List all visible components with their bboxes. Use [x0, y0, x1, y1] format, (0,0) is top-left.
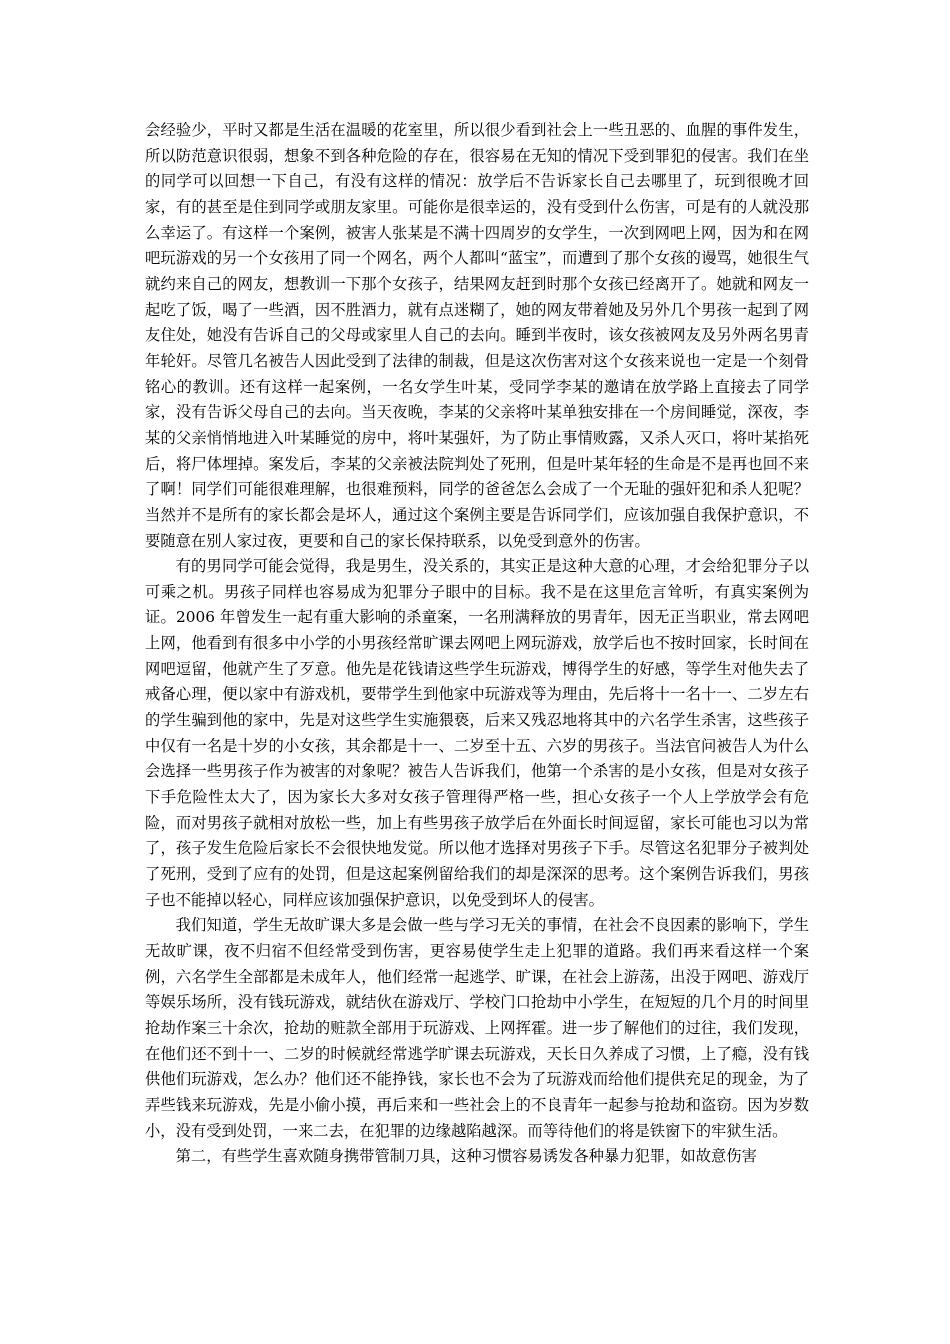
- paragraph-1: 会经验少，平时又都是生活在温暖的花室里，所以很少看到社会上一些丑恶的、血腥的事件发生，所以防范意识很弱，想象不到各种危险的存在，很容易在无知的情况下受到罪犯的侵害。我们在坐的同学可以回想一下自己，有没有这样的情况：放学后不告诉家长自己去哪里了，玩到很晚才回家，有的甚至是住到同学或朋友家里。可能你是很幸运的，没有受到什么伤害，可是有的人就没那么幸运了。有这样一个案例，被害人张某是不满十四周岁的女学生，一次到网吧上网，因为和在网吧玩游戏的另一个女孩用了同一个网名，两个人都叫“蓝宝”，而遭到了那个女孩的谩骂，她很生气就约来自己的网友，想教训一下那个女孩子，结果网友赶到时那个女孩已经离开了。她就和网友一起吃了饭，喝了一些酒，因不胜酒力，就有点迷糊了，她的网友带着她及另外几个男孩一起到了网友住处，她没有告诉自己的父母或家里人自己的去向。睡到半夜时，该女孩被网友及另外两名男青年轮奸。尽管几名被告人因此受到了法律的制裁，但是这次伤害对这个女孩来说也一定是一个刻骨铭心的教训。还有这样一起案例，一名女学生叶某，受同学李某的邀请在放学路上直接去了同学家，没有告诉父母自己的去向。当天夜晚，李某的父亲将叶某单独安排在一个房间睡觉，深夜，李某的父亲悄悄地进入叶某睡觉的房中，将叶某强奸，为了防止事情败露，又杀人灭口，将叶某掐死后，将尸体埋掉。案发后，李某的父亲被法院判处了死刑，但是叶某年轻的生命是不是再也回不来了啊！同学们可能很难理解，也很难预料，同学的爸爸怎么会成了一个无耻的强奸犯和杀人犯呢？当然并不是所有的家长都会是坏人，通过这个案例主要是告诉同学们，应该加强自我保护意识，不要随意在别人家过夜，更要和自己的家长保持联系，以免受到意外的伤害。: [145, 121, 809, 550]
- document-body: [145, 118, 809, 1170]
- paragraph-2: 有的男同学可能会觉得，我是男生，没关系的，其实正是这种大意的心理，才会给犯罪分子以可乘之机。男孩子同样也容易成为犯罪分子眼中的目标。我不是在这里危言耸听，有真实案例为证。2006 年曾发生一起有重大影响的杀童案，一名刑满释放的男青年，因无正当职业，常去网吧上网，他看到有很多中小学的小男孩经常旷课去网吧上网玩游戏，放学后也不按时回家，长时间在网吧逗留，他就产生了歹意。他先是花钱请这些学生玩游戏，博得学生的好感，等学生对他失去了戒备心理，便以家中有游戏机，要带学生到他家中玩游戏等为理由，先后将十一名十一、二岁左右的学生骗到他的家中，先是对这些学生实施猥亵，后来又残忍地将其中的六名学生杀害，这些孩子中仅有一名是十岁的小女孩，其余都是十一、二岁至十五、六岁的男孩子。当法官问被告人为什么会选择一些男孩子作为被害的对象呢？被告人告诉我们，他第一个杀害的是小女孩，但是对女孩子下手危险性太大了，因为家长大多对女孩子管理得严格一些，担心女孩子一个人上学放学会有危险，而对男孩子就相对放松一些，加上有些男孩子放学后在外面长时间逗留，家长可能也习以为常了，孩子发生危险后家长不会很快地发觉。所以他才选择对男孩子下手。尽管这名犯罪分子被判处了死刑，受到了应有的处罚，但是这起案例留给我们的却是深深的思考。这个案例告诉我们，男孩子也不能掉以轻心，同样应该加强保护意识，以免受到坏人的侵害。: [145, 557, 809, 909]
- paragraph-3: 我们知道，学生无故旷课大多是会做一些与学习无关的事情，在社会不良因素的影响下，学生无故旷课，夜不归宿不但经常受到伤害，更容易使学生走上犯罪的道路。我们再来看这样一个案例，六名学生全部都是未成年人，他们经常一起逃学、旷课，在社会上游荡，出没于网吧、游戏厅等娱乐场所，没有钱玩游戏，就结伙在游戏厅、学校门口抢劫中小学生，在短短的几个月的时间里抢劫作案三十余次，抢劫的赃款全部用于玩游戏、上网挥霍。进一步了解他们的过往，我们发现，在他们还不到十一、二岁的时候就经常逃学旷课去玩游戏，天长日久养成了习惯，上了瘾，没有钱供他们玩游戏，怎么办？他们还不能挣钱，家长也不会为了玩游戏而给他们提供充足的现金，为了弄些钱来玩游戏，先是小偷小摸，再后来和一些社会上的不良青年一起参与抢劫和盗窃。因为岁数小，没有受到处罚，一来二去，在犯罪的边缘越陷越深。而等待他们的将是铁窗下的牢狱生活。: [145, 916, 809, 1140]
- paragraph-4: 第二，有些学生喜欢随身携带管制刀具，这种习惯容易诱发各种暴力犯罪，如故意伤害: [175, 1147, 757, 1166]
